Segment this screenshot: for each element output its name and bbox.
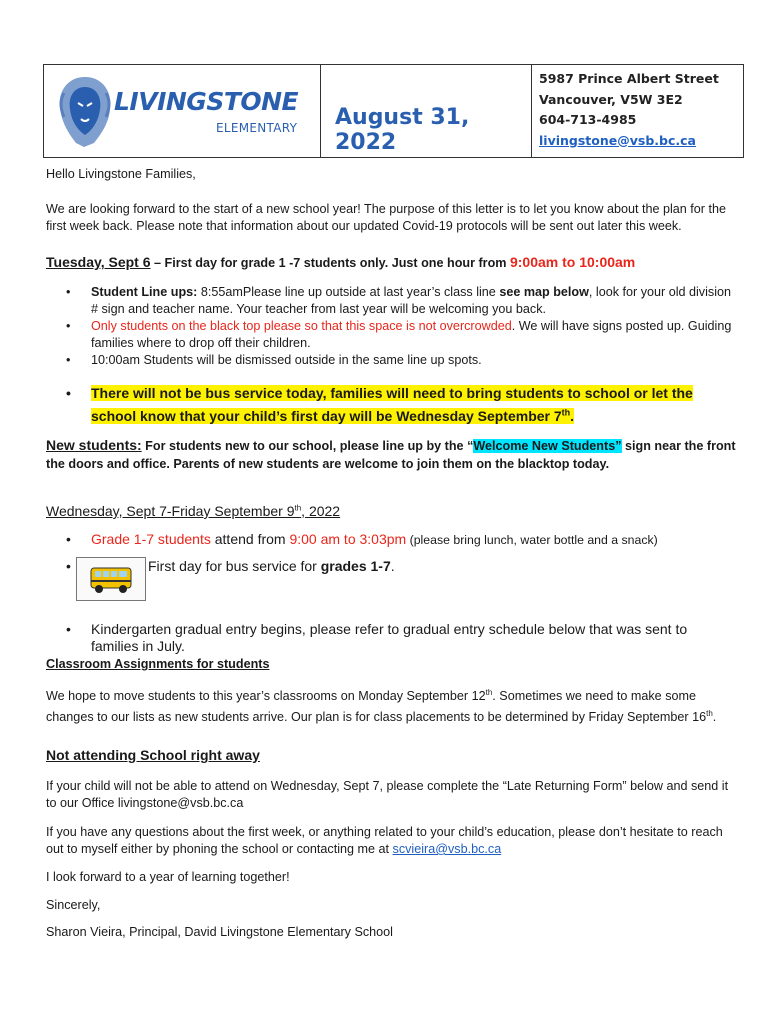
sign-off: Sincerely, bbox=[46, 898, 101, 912]
letterhead bbox=[43, 64, 744, 158]
signature: Sharon Vieira, Principal, David Livingstone Elementary School bbox=[46, 925, 393, 939]
greeting: Hello Livingstone Families, bbox=[46, 167, 196, 181]
school-address bbox=[532, 65, 743, 157]
kindergarten-list bbox=[46, 621, 736, 655]
bus-service-list bbox=[46, 557, 736, 601]
closing-line: I look forward to a year of learning together! bbox=[46, 870, 290, 884]
tuesday-date: Tuesday, Sept 6 bbox=[46, 254, 151, 270]
classroom-heading: Classroom Assignments for students bbox=[46, 657, 270, 671]
new-students-label: New students: bbox=[46, 437, 142, 453]
school-bus-icon bbox=[77, 558, 145, 600]
list-item: • Student Line ups: 8:55amPlease line up outside at last year’s class line see map below, look for your old division # sign and teacher name. Your teacher from last year will be welcoming you back. bbox=[46, 284, 736, 318]
questions-paragraph: If you have any questions about the first week, or anything related to your child’s education, please don’t hesitate to reach out to myself either by phoning the school or contacting me at scvieira@vsb.bc.ca bbox=[46, 825, 723, 856]
list-item: • Kindergarten gradual entry begins, please refer to gradual entry schedule below that was sent to families in July. bbox=[46, 621, 736, 655]
new-students-paragraph: New students: For students new to our school, please line up by the “Welcome New Students” sign near the front the doors and office. Parents of new students are welcome to join them on the blacktop today. bbox=[46, 437, 736, 471]
list-item: • Grade 1-7 students attend from 9:00 am to 3:03pm (please bring lunch, water bottle and a snack) bbox=[46, 530, 736, 550]
school-bus-image bbox=[76, 557, 146, 601]
not-attending-heading: Not attending School right away bbox=[46, 747, 260, 763]
tuesday-list bbox=[46, 284, 736, 369]
principal-email-link[interactable]: scvieira@vsb.bc.ca bbox=[392, 842, 502, 856]
school-email-link[interactable]: livingstone@vsb.bc.ca bbox=[539, 132, 696, 148]
lion-icon bbox=[54, 73, 116, 149]
school-logo bbox=[44, 65, 321, 157]
wednesday-heading: Wednesday, Sept 7-Friday September 9th, 2022 bbox=[46, 503, 341, 519]
address-street: 5987 Prince Albert Street bbox=[539, 71, 719, 86]
list-item: • First day for bus service for grades 1-7. bbox=[46, 557, 736, 601]
list-item: • 10:00am Students will be dismissed outside in the same line up spots. bbox=[46, 352, 736, 369]
intro-paragraph: We are looking forward to the start of a new school year! The purpose of this letter is to let you know about the plan for the first week back. Please note that information about our updated Covid-19 protocols will be sent out later this week. bbox=[46, 202, 726, 233]
tuesday-heading bbox=[46, 254, 736, 270]
not-attending-paragraph: If your child will not be able to attend on Wednesday, Sept 7, please complete the “Late Returning Form” below and send it to our Office livingstone@vsb.bc.ca bbox=[46, 779, 729, 810]
letter-date: August 31, 2022 bbox=[335, 105, 470, 155]
logo-subtitle: ELEMENTARY bbox=[216, 121, 298, 135]
tuesday-heading-text: – First day for grade 1 -7 students only. Just one hour from bbox=[150, 256, 510, 270]
bus-notice bbox=[46, 384, 736, 426]
logo-wordmark: LIVINGSTONE bbox=[114, 87, 299, 116]
list-item: • There will not be bus service today, families will need to bring students to school or let the school know that your child’s first day will be Wednesday September 7th. bbox=[46, 384, 736, 426]
address-city: Vancouver, V5W 3E2 bbox=[539, 91, 683, 107]
tuesday-time: 9:00am to 10:00am bbox=[509, 254, 636, 270]
classroom-paragraph: We hope to move students to this year’s classrooms on Monday September 12th. Sometimes we need to make some changes to our lists as new students arrive. Our plan is for class placements to be determined by Friday September 16th. bbox=[46, 688, 717, 725]
welcome-highlight: Welcome New Students” bbox=[473, 439, 622, 453]
list-item: • Only students on the black top please so that this space is not overcrowded. We will have signs posted up. Guiding families where to drop off their children. bbox=[46, 318, 736, 352]
school-phone: 604-713-4985 bbox=[539, 112, 637, 127]
date-cell bbox=[321, 65, 532, 157]
wednesday-list bbox=[46, 530, 736, 550]
